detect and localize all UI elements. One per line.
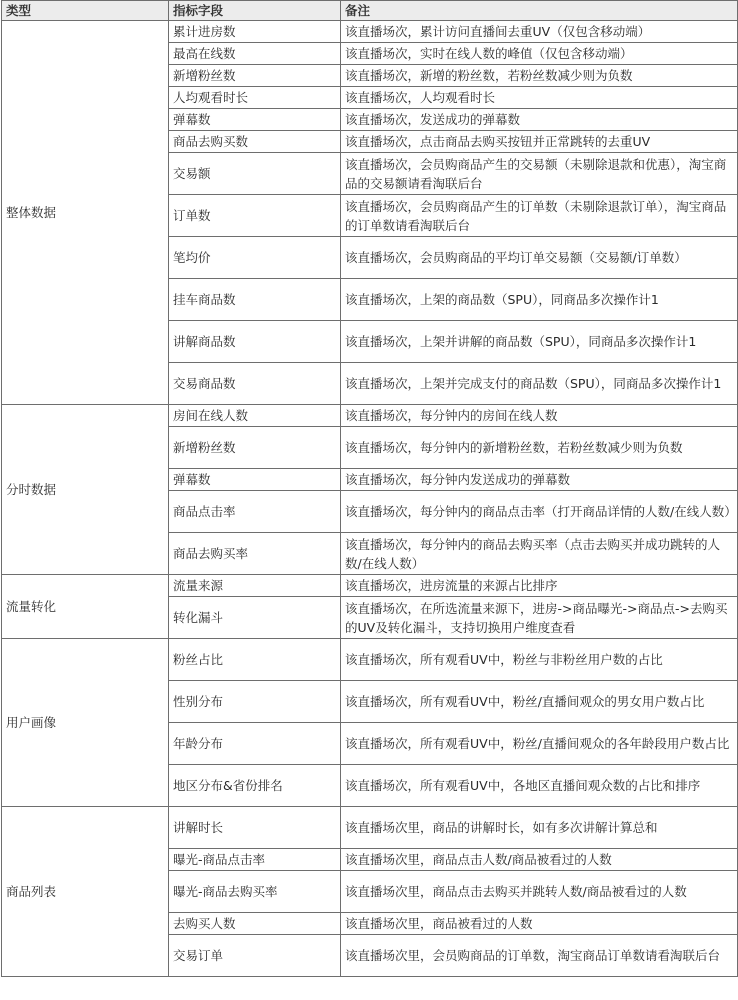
note-cell: 该直播场次，会员购商品产生的订单数（未剔除退款订单），淘宝商品的订单数请看淘联后台 [341,195,738,237]
field-cell: 挂车商品数 [169,279,341,321]
type-cell: 用户画像 [2,639,169,807]
note-cell: 该直播场次里，商品被看过的人数 [341,913,738,935]
field-cell: 讲解商品数 [169,321,341,363]
note-cell: 该直播场次，每分钟内发送成功的弹幕数 [341,469,738,491]
field-cell: 性别分布 [169,681,341,723]
note-cell: 该直播场次，在所选流量来源下，进房->商品曝光->商品点->去购买的UV及转化漏斗，支持切换用户维度查看 [341,597,738,639]
field-cell: 地区分布&省份排名 [169,765,341,807]
field-cell: 交易商品数 [169,363,341,405]
type-cell: 流量转化 [2,575,169,639]
note-cell: 该直播场次，点击商品去购买按钮并正常跳转的去重UV [341,131,738,153]
field-cell: 房间在线人数 [169,405,341,427]
note-cell: 该直播场次，每分钟内的房间在线人数 [341,405,738,427]
field-cell: 粉丝占比 [169,639,341,681]
type-cell: 分时数据 [2,405,169,575]
field-cell: 商品去购买率 [169,533,341,575]
table-row [2,575,738,597]
note-cell: 该直播场次，每分钟内的新增粉丝数，若粉丝数减少则为负数 [341,427,738,469]
field-cell: 曝光-商品去购买率 [169,871,341,913]
table-row [2,21,738,43]
header-note: 备注 [341,1,738,21]
note-cell: 该直播场次，所有观看UV中，各地区直播间观众数的占比和排序 [341,765,738,807]
type-cell: 整体数据 [2,21,169,405]
table-row [2,405,738,427]
note-cell: 该直播场次，所有观看UV中，粉丝/直播间观众的男女用户数占比 [341,681,738,723]
field-cell: 新增粉丝数 [169,65,341,87]
field-cell: 转化漏斗 [169,597,341,639]
field-cell: 交易额 [169,153,341,195]
field-cell: 累计进房数 [169,21,341,43]
field-cell: 商品点击率 [169,491,341,533]
table-row [2,807,738,849]
note-cell: 该直播场次里，会员购商品的订单数，淘宝商品订单数请看淘联后台 [341,935,738,977]
field-cell: 商品去购买数 [169,131,341,153]
note-cell: 该直播场次，进房流量的来源占比排序 [341,575,738,597]
field-cell: 最高在线数 [169,43,341,65]
note-cell: 该直播场次，每分钟内的商品点击率（打开商品详情的人数/在线人数） [341,491,738,533]
field-cell: 讲解时长 [169,807,341,849]
note-cell: 该直播场次，上架并完成支付的商品数（SPU），同商品多次操作计1 [341,363,738,405]
note-cell: 该直播场次，所有观看UV中，粉丝与非粉丝用户数的占比 [341,639,738,681]
field-cell: 年龄分布 [169,723,341,765]
note-cell: 该直播场次，人均观看时长 [341,87,738,109]
note-cell: 该直播场次里，商品的讲解时长，如有多次讲解计算总和 [341,807,738,849]
field-cell: 流量来源 [169,575,341,597]
field-cell: 人均观看时长 [169,87,341,109]
note-cell: 该直播场次里，商品点击人数/商品被看过的人数 [341,849,738,871]
note-cell: 该直播场次，会员购商品产生的交易额（未剔除退款和优惠），淘宝商品的交易额请看淘联后台 [341,153,738,195]
table-body [2,21,738,977]
field-cell: 去购买人数 [169,913,341,935]
note-cell: 该直播场次，新增的粉丝数，若粉丝数减少则为负数 [341,65,738,87]
note-cell: 该直播场次，发送成功的弹幕数 [341,109,738,131]
header-row [2,1,738,21]
note-cell: 该直播场次，实时在线人数的峰值（仅包含移动端） [341,43,738,65]
note-cell: 该直播场次，会员购商品的平均订单交易额（交易额/订单数） [341,237,738,279]
type-cell: 商品列表 [2,807,169,977]
note-cell: 该直播场次，累计访问直播间去重UV（仅包含移动端） [341,21,738,43]
table-row [2,639,738,681]
field-cell: 弹幕数 [169,469,341,491]
header-type: 类型 [2,1,169,21]
field-cell: 弹幕数 [169,109,341,131]
note-cell: 该直播场次，每分钟内的商品去购买率（点击去购买并成功跳转的人数/在线人数） [341,533,738,575]
field-cell: 订单数 [169,195,341,237]
field-cell: 新增粉丝数 [169,427,341,469]
field-cell: 交易订单 [169,935,341,977]
note-cell: 该直播场次，上架并讲解的商品数（SPU），同商品多次操作计1 [341,321,738,363]
note-cell: 该直播场次，所有观看UV中，粉丝/直播间观众的各年龄段用户数占比 [341,723,738,765]
header-field: 指标字段 [169,1,341,21]
note-cell: 该直播场次，上架的商品数（SPU），同商品多次操作计1 [341,279,738,321]
field-cell: 笔均价 [169,237,341,279]
field-cell: 曝光-商品点击率 [169,849,341,871]
note-cell: 该直播场次里，商品点击去购买并跳转人数/商品被看过的人数 [341,871,738,913]
metrics-table [1,0,738,977]
